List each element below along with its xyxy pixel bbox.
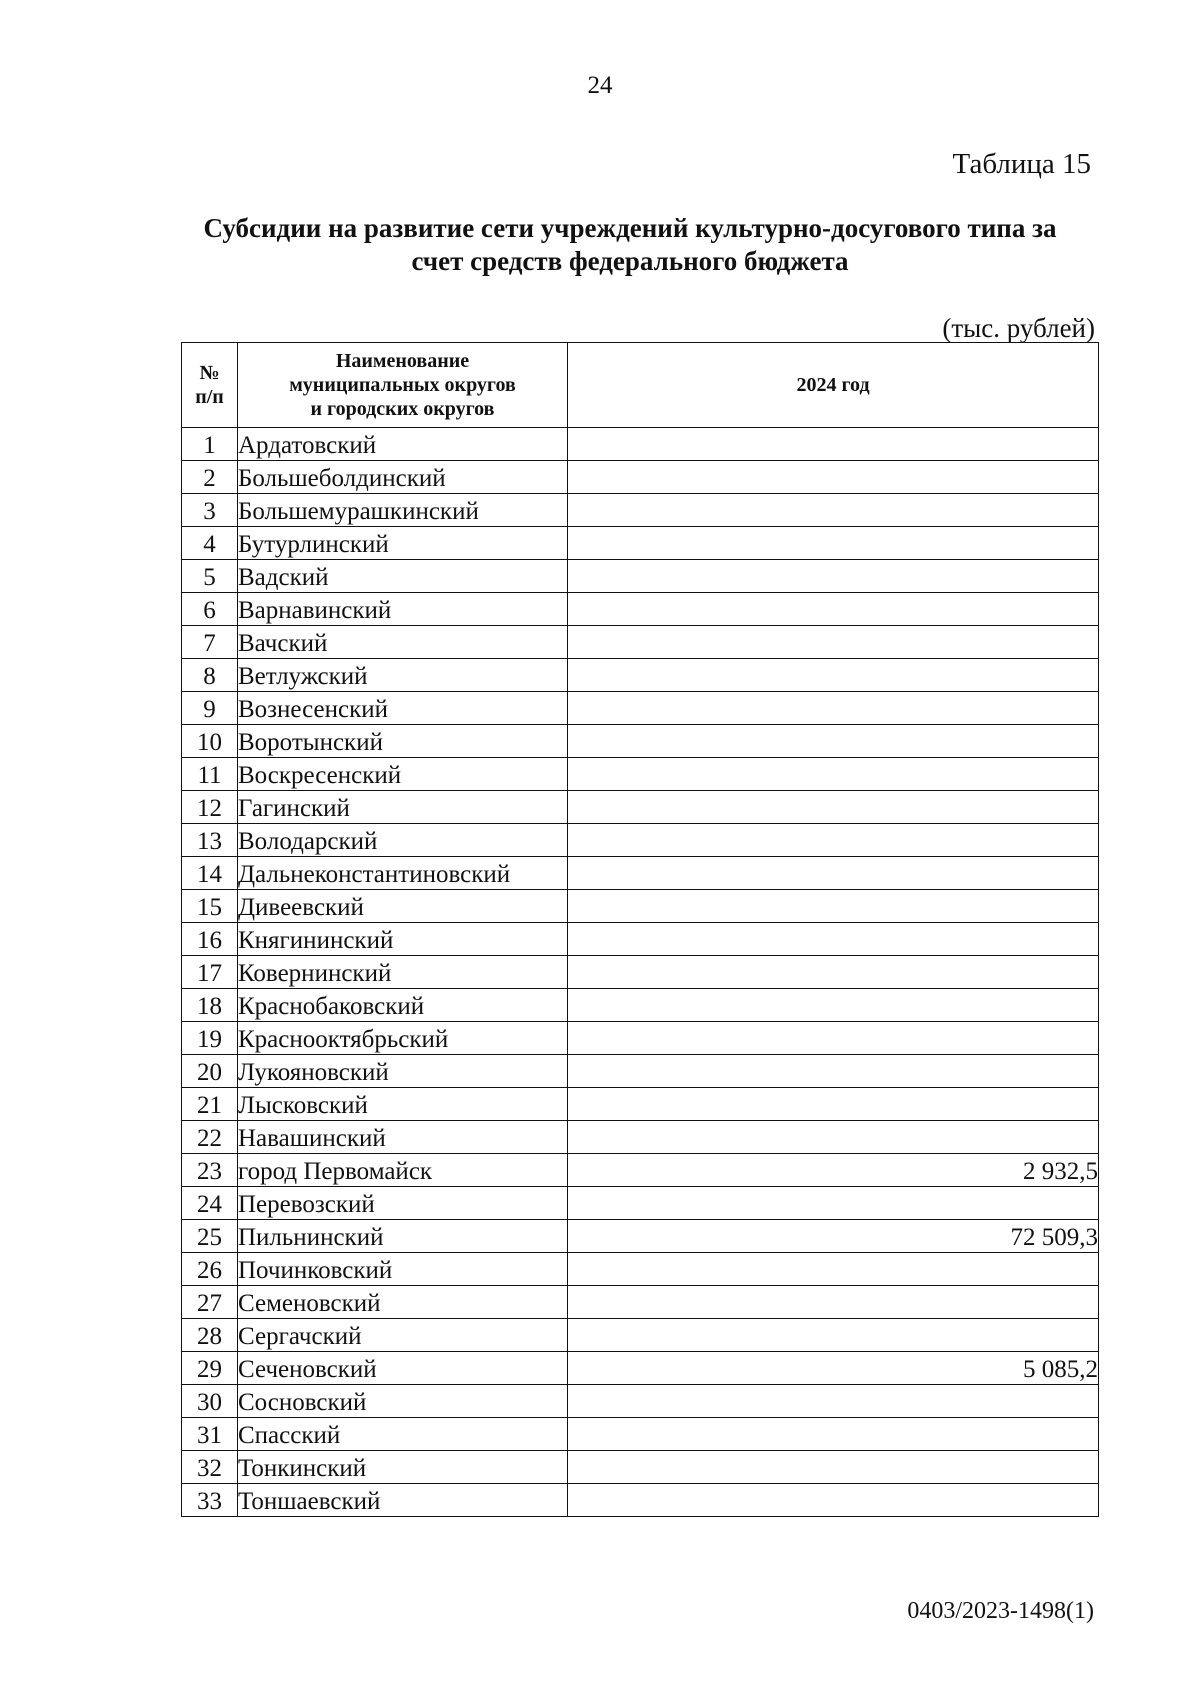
- header-year: 2024 год: [568, 343, 1099, 428]
- row-number: 22: [182, 1121, 238, 1154]
- row-value: [568, 461, 1099, 494]
- row-district-name: Воскресенский: [238, 758, 568, 791]
- row-value: 72 509,3: [568, 1220, 1099, 1253]
- row-value: [568, 857, 1099, 890]
- row-value: [568, 824, 1099, 857]
- table-row: [182, 1187, 1099, 1220]
- table-row: [182, 725, 1099, 758]
- row-district-name: город Первомайск: [238, 1154, 568, 1187]
- row-number: 28: [182, 1319, 238, 1352]
- table-row: [182, 923, 1099, 956]
- row-number: 24: [182, 1187, 238, 1220]
- row-value: [568, 626, 1099, 659]
- header-number-line-2: п/п: [195, 386, 224, 408]
- row-district-name: Большемурашкинский: [238, 494, 568, 527]
- row-district-name: Навашинский: [238, 1121, 568, 1154]
- row-value: [568, 1418, 1099, 1451]
- row-value: [568, 560, 1099, 593]
- row-value: [568, 1088, 1099, 1121]
- row-district-name: Сеченовский: [238, 1352, 568, 1385]
- row-district-name: Лукояновский: [238, 1055, 568, 1088]
- table-row: [182, 461, 1099, 494]
- row-number: 9: [182, 692, 238, 725]
- table-row: [182, 1352, 1099, 1385]
- table-label: Таблица 15: [952, 148, 1091, 180]
- row-district-name: Сергачский: [238, 1319, 568, 1352]
- units-label: (тыс. рублей): [942, 313, 1095, 343]
- table-row: [182, 857, 1099, 890]
- row-value: 5 085,2: [568, 1352, 1099, 1385]
- table-row: [182, 1418, 1099, 1451]
- table-header-row: [182, 343, 1099, 428]
- row-value: [568, 1286, 1099, 1319]
- row-number: 25: [182, 1220, 238, 1253]
- row-number: 6: [182, 593, 238, 626]
- row-number: 31: [182, 1418, 238, 1451]
- row-district-name: Гагинский: [238, 791, 568, 824]
- row-value: [568, 758, 1099, 791]
- row-value: [568, 527, 1099, 560]
- row-number: 1: [182, 428, 238, 461]
- row-value: [568, 1022, 1099, 1055]
- row-number: 11: [182, 758, 238, 791]
- row-district-name: Перевозский: [238, 1187, 568, 1220]
- table-row: [182, 989, 1099, 1022]
- table-row: [182, 1154, 1099, 1187]
- table-row: [182, 659, 1099, 692]
- row-number: 10: [182, 725, 238, 758]
- table-row: [182, 626, 1099, 659]
- row-value: [568, 1187, 1099, 1220]
- row-number: 5: [182, 560, 238, 593]
- table-row: [182, 1484, 1099, 1517]
- row-number: 27: [182, 1286, 238, 1319]
- header-name-line-1: Наименование: [335, 350, 470, 372]
- row-value: [568, 494, 1099, 527]
- row-district-name: Бутурлинский: [238, 527, 568, 560]
- row-number: 16: [182, 923, 238, 956]
- table-row: [182, 1055, 1099, 1088]
- row-value: [568, 923, 1099, 956]
- header-name: [238, 343, 568, 428]
- table-row: [182, 1121, 1099, 1154]
- row-value: [568, 428, 1099, 461]
- row-number: 20: [182, 1055, 238, 1088]
- table-row: [182, 560, 1099, 593]
- table-row: [182, 1022, 1099, 1055]
- table-row: [182, 758, 1099, 791]
- table-row: [182, 692, 1099, 725]
- row-value: [568, 692, 1099, 725]
- table-row: [182, 1385, 1099, 1418]
- table-row: [182, 593, 1099, 626]
- row-value: 2 932,5: [568, 1154, 1099, 1187]
- document-code: 0403/2023-1498(1): [907, 1598, 1094, 1624]
- row-number: 8: [182, 659, 238, 692]
- table-row: [182, 956, 1099, 989]
- row-district-name: Тонкинский: [238, 1451, 568, 1484]
- subsidy-table: [181, 342, 1099, 1517]
- table-row: [182, 824, 1099, 857]
- row-district-name: Варнавинский: [238, 593, 568, 626]
- row-district-name: Большеболдинский: [238, 461, 568, 494]
- header-number: [182, 343, 238, 428]
- table-row: [182, 494, 1099, 527]
- row-value: [568, 1253, 1099, 1286]
- row-value: [568, 1319, 1099, 1352]
- table-row: [182, 1220, 1099, 1253]
- row-number: 7: [182, 626, 238, 659]
- row-district-name: Дивеевский: [238, 890, 568, 923]
- table-row: [182, 527, 1099, 560]
- row-district-name: Дальнеконстантиновский: [238, 857, 568, 890]
- row-number: 2: [182, 461, 238, 494]
- row-value: [568, 593, 1099, 626]
- row-district-name: Сосновский: [238, 1385, 568, 1418]
- row-district-name: Ветлужский: [238, 659, 568, 692]
- row-district-name: Тоншаевский: [238, 1484, 568, 1517]
- row-value: [568, 725, 1099, 758]
- table-row: [182, 1253, 1099, 1286]
- row-number: 14: [182, 857, 238, 890]
- row-district-name: Ковернинский: [238, 956, 568, 989]
- row-value: [568, 890, 1099, 923]
- row-district-name: Семеновский: [238, 1286, 568, 1319]
- row-district-name: Вадский: [238, 560, 568, 593]
- row-value: [568, 956, 1099, 989]
- row-value: [568, 659, 1099, 692]
- title-line-2: счет средств федерального бюджета: [411, 246, 849, 276]
- row-value: [568, 1055, 1099, 1088]
- row-number: 21: [182, 1088, 238, 1121]
- table-row: [182, 1451, 1099, 1484]
- row-number: 18: [182, 989, 238, 1022]
- table-row: [182, 1319, 1099, 1352]
- row-value: [568, 1484, 1099, 1517]
- row-number: 15: [182, 890, 238, 923]
- title-line-1: Субсидии на развитие сети учреждений культурно-досугового типа за: [203, 213, 1057, 243]
- row-number: 19: [182, 1022, 238, 1055]
- document-title: [150, 212, 1110, 278]
- row-district-name: Починковский: [238, 1253, 568, 1286]
- table-row: [182, 1286, 1099, 1319]
- row-district-name: Княгининский: [238, 923, 568, 956]
- row-number: 12: [182, 791, 238, 824]
- row-value: [568, 1121, 1099, 1154]
- row-district-name: Вознесенский: [238, 692, 568, 725]
- row-value: [568, 791, 1099, 824]
- row-number: 4: [182, 527, 238, 560]
- row-district-name: Володарский: [238, 824, 568, 857]
- row-district-name: Спасский: [238, 1418, 568, 1451]
- row-number: 30: [182, 1385, 238, 1418]
- row-number: 26: [182, 1253, 238, 1286]
- page-number: 24: [587, 72, 613, 99]
- table-row: [182, 1088, 1099, 1121]
- row-number: 13: [182, 824, 238, 857]
- header-number-line-1: №: [199, 362, 220, 384]
- table-row: [182, 890, 1099, 923]
- row-district-name: Лысковский: [238, 1088, 568, 1121]
- table-row: [182, 428, 1099, 461]
- row-number: 17: [182, 956, 238, 989]
- row-number: 29: [182, 1352, 238, 1385]
- row-district-name: Ардатовский: [238, 428, 568, 461]
- row-district-name: Краснооктябрьский: [238, 1022, 568, 1055]
- row-number: 32: [182, 1451, 238, 1484]
- row-number: 33: [182, 1484, 238, 1517]
- row-district-name: Краснобаковский: [238, 989, 568, 1022]
- table-body: [182, 428, 1099, 1517]
- row-value: [568, 989, 1099, 1022]
- table-row: [182, 791, 1099, 824]
- row-district-name: Вачский: [238, 626, 568, 659]
- row-district-name: Воротынский: [238, 725, 568, 758]
- row-value: [568, 1385, 1099, 1418]
- row-number: 3: [182, 494, 238, 527]
- row-district-name: Пильнинский: [238, 1220, 568, 1253]
- header-name-line-3: и городских округов: [310, 398, 495, 420]
- row-number: 23: [182, 1154, 238, 1187]
- row-value: [568, 1451, 1099, 1484]
- header-name-line-2: муниципальных округов: [289, 374, 516, 396]
